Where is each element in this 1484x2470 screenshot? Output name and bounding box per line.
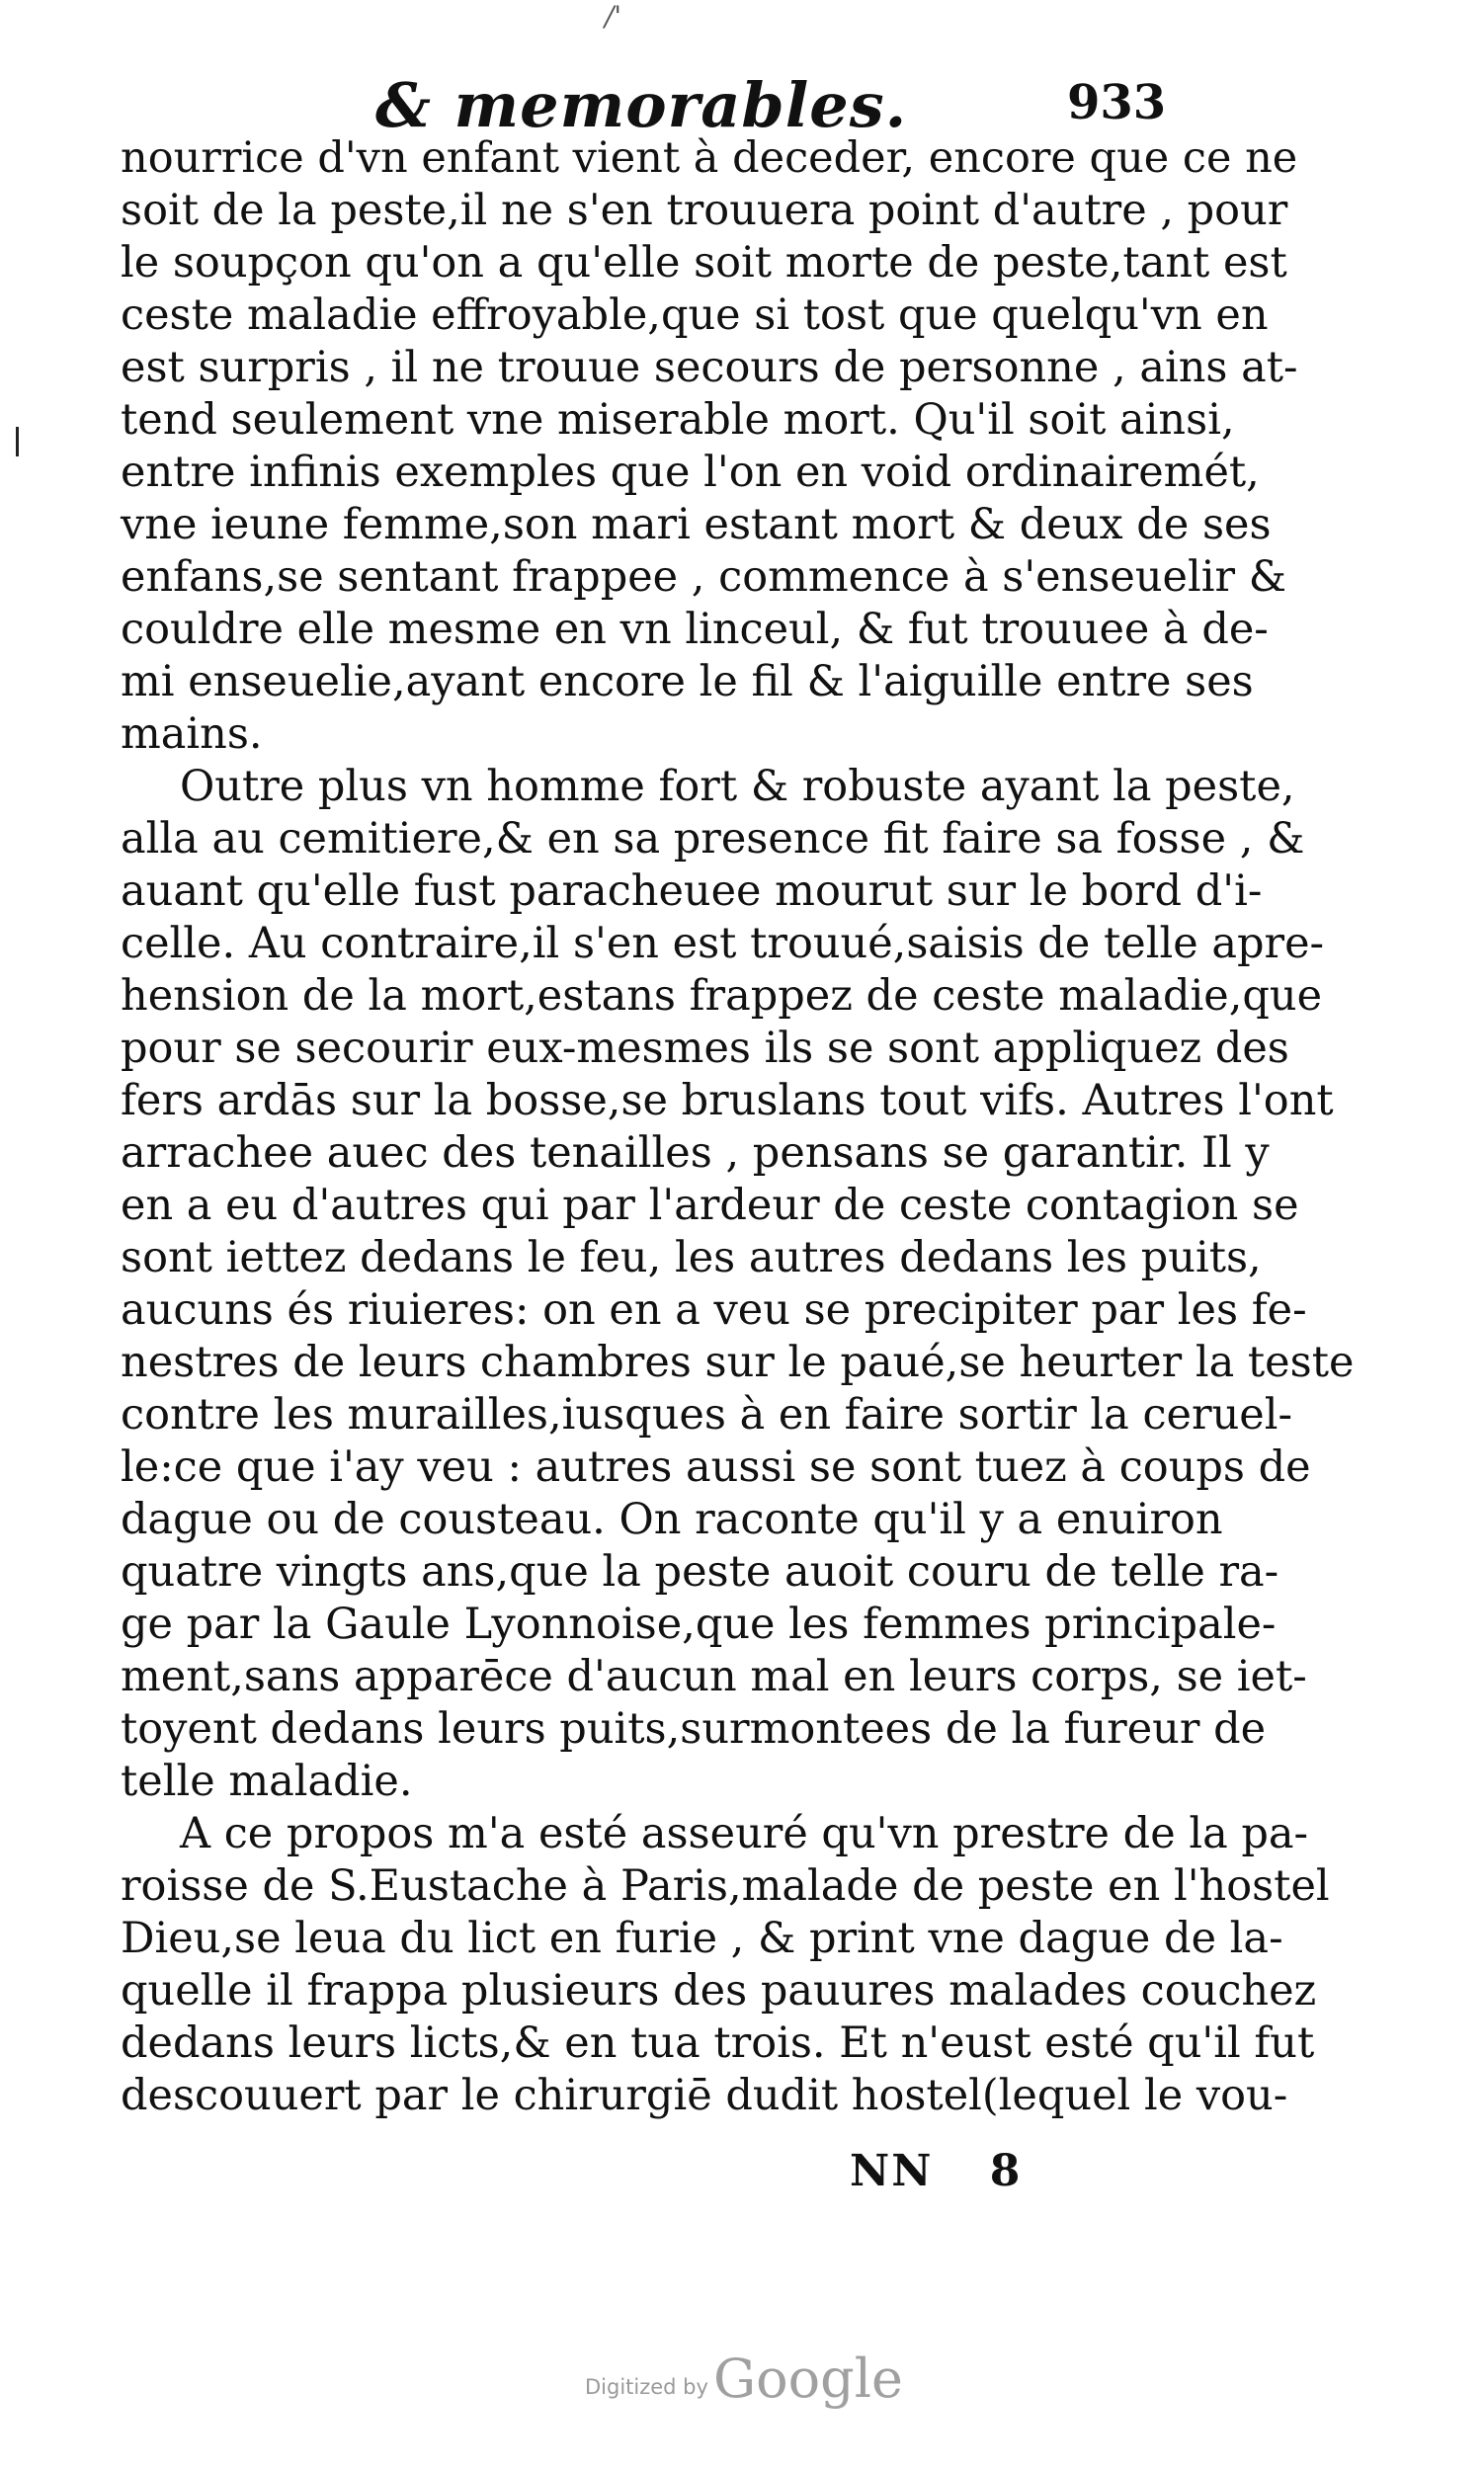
- text-line: est surpris , il ne trouue secours de personne , ains at-: [121, 343, 1298, 392]
- top-mark: /': [605, 0, 622, 33]
- text-line: ceste maladie effroyable,que si tost que quelqu'vn en: [121, 290, 1269, 340]
- google-logo: Google: [713, 2347, 903, 2410]
- text-line: toyent dedans leurs puits,surmontees de la fureur de: [121, 1704, 1267, 1754]
- text-line: couldre elle mesme en vn linceul, & fut trouuee à de-: [121, 605, 1269, 654]
- text-line: Dieu,se leua du lict en furie , & print vne dague de la-: [121, 1914, 1283, 1963]
- page-header: [375, 69, 1265, 141]
- text-line: arrachee auec des tenailles , pensans se garantir. Il y: [121, 1128, 1270, 1178]
- text-line: sont iettez dedans le feu, les autres dedans les puits,: [121, 1233, 1262, 1282]
- text-line: Outre plus vn homme fort & robuste ayant la peste,: [180, 762, 1295, 811]
- text-line: nourrice d'vn enfant vient à deceder, encore que ce ne: [121, 133, 1298, 183]
- signature-letters: NN: [850, 2146, 934, 2196]
- running-head: & memorables.: [375, 69, 908, 141]
- signature-number: 8: [989, 2146, 1023, 2196]
- text-line: soit de la peste,il ne s'en trouuera point d'autre , pour: [121, 186, 1288, 235]
- text-line: ment,sans apparēce d'aucun mal en leurs corps, se iet-: [121, 1652, 1307, 1701]
- text-line: entre infinis exemples que l'on en void ordinairemét,: [121, 448, 1260, 497]
- page-number: 933: [1067, 75, 1167, 130]
- text-line: mains.: [121, 709, 263, 759]
- digitized-footer: [585, 2347, 980, 2417]
- text-line: tend seulement vne miserable mort. Qu'il soit ainsi,: [121, 395, 1235, 445]
- text-line: descouuert par le chirurgiē dudit hostel(lequel le vou-: [121, 2071, 1288, 2120]
- text-line: le:ce que i'ay veu : autres aussi se sont tuez à coups de: [121, 1442, 1311, 1492]
- text-line: enfans,se sentant frappee , commence à s'enseuelir &: [121, 552, 1286, 602]
- digitized-label: Digitized by: [585, 2375, 708, 2399]
- text-line: A ce propos m'a esté asseuré qu'vn prestre de la pa-: [180, 1809, 1309, 1858]
- text-line: aucuns és riuieres: on en a veu se precipiter par les fe-: [121, 1285, 1307, 1335]
- text-line: auant qu'elle fust paracheuee mourut sur le bord d'i-: [121, 866, 1263, 916]
- text-line: en a eu d'autres qui par l'ardeur de ceste contagion se: [121, 1181, 1299, 1230]
- text-line: quelle il frappa plusieurs des pauures malades couchez: [121, 1966, 1317, 2016]
- text-line: contre les murailles,iusques à en faire sortir la ceruel-: [121, 1390, 1292, 1440]
- text-line: mi enseuelie,ayant encore le fil & l'aiguille entre ses: [121, 657, 1254, 706]
- body-text: [121, 132, 1355, 2122]
- margin-mark: [16, 427, 19, 456]
- text-line: dague ou de cousteau. On raconte qu'il y a enuiron: [121, 1495, 1223, 1544]
- text-line: celle. Au contraire,il s'en est trouué,saisis de telle apre-: [121, 919, 1325, 968]
- text-line: le soupçon qu'on a qu'elle soit morte de peste,tant est: [121, 238, 1287, 288]
- text-line: fers ardās sur la bosse,se bruslans tout vifs. Autres l'ont: [121, 1076, 1334, 1125]
- text-line: vne ieune femme,son mari estant mort & deux de ses: [121, 500, 1272, 549]
- text-line: telle maladie.: [121, 1757, 413, 1806]
- text-line: pour se secourir eux-mesmes ils se sont appliquez des: [121, 1024, 1289, 1073]
- text-line: dedans leurs licts,& en tua trois. Et n'eust esté qu'il fut: [121, 2018, 1315, 2068]
- text-line: alla au cemitiere,& en sa presence fit faire sa fosse , &: [121, 814, 1305, 864]
- text-line: hension de la mort,estans frappez de ceste maladie,que: [121, 971, 1323, 1021]
- text-line: roisse de S.Eustache à Paris,malade de peste en l'hostel: [121, 1861, 1330, 1911]
- text-line: ge par la Gaule Lyonnoise,que les femmes principale-: [121, 1600, 1277, 1649]
- signature-mark: [850, 2146, 1022, 2196]
- text-line: nestres de leurs chambres sur le paué,se heurter la teste: [121, 1338, 1355, 1387]
- text-line: quatre vingts ans,que la peste auoit couru de telle ra-: [121, 1547, 1279, 1597]
